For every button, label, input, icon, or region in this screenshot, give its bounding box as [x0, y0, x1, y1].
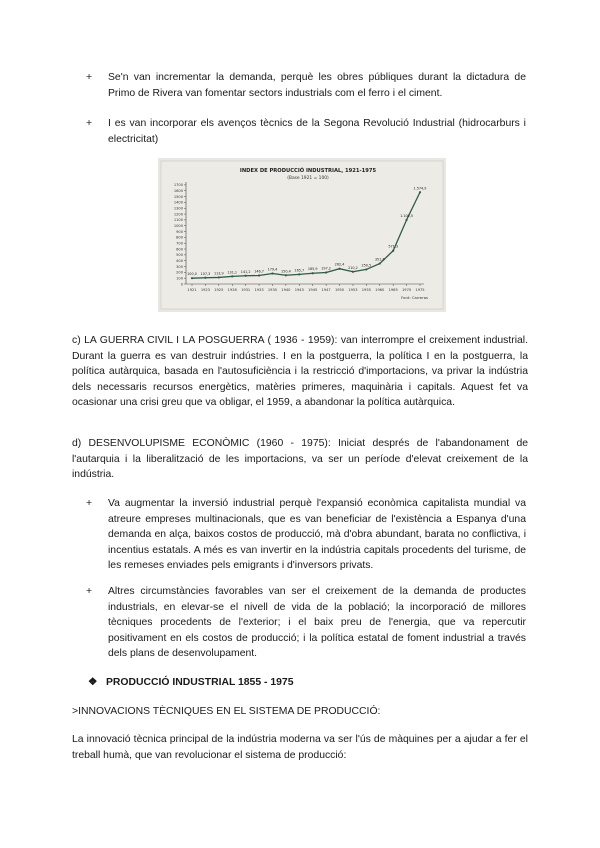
y-tick-label: 500	[176, 253, 183, 258]
y-tick-label: 800	[176, 235, 183, 240]
y-tick-label: 300	[176, 264, 183, 269]
bullet-item-investment	[86, 496, 526, 574]
data-label: 141,2	[240, 269, 251, 274]
y-tick-label: 0	[180, 282, 183, 287]
data-point	[392, 250, 394, 252]
data-point	[365, 268, 367, 270]
data-point	[245, 275, 247, 277]
x-tick-label: 1940	[281, 288, 291, 292]
y-tick-label: 1400	[173, 200, 183, 205]
data-point	[312, 272, 314, 274]
diamond-bullet-icon: ❖	[88, 677, 98, 688]
data-label: 146,7	[254, 269, 264, 274]
x-tick-label: 1945	[308, 288, 318, 292]
x-tick-label: 1965	[388, 288, 398, 292]
x-tick-label: 1947	[321, 288, 331, 292]
data-label: 165,7	[294, 268, 305, 273]
y-tick-label: 700	[176, 241, 183, 246]
data-point	[218, 276, 220, 278]
data-point	[298, 273, 300, 275]
x-tick-label: 1960	[375, 288, 385, 292]
x-tick-label: 1975	[415, 288, 425, 292]
data-label: 1.100,5	[400, 213, 414, 218]
y-tick-label: 600	[176, 247, 183, 252]
data-label: 210,2	[348, 265, 358, 270]
x-tick-label: 1921	[187, 288, 197, 292]
data-point	[285, 274, 287, 276]
industrial-production-chart	[158, 158, 446, 312]
data-point	[271, 272, 273, 274]
y-tick-label: 200	[176, 270, 183, 275]
x-tick-label: 1933	[254, 288, 264, 292]
bullet-text: Va augmentar la inversió industrial perquè l'expansió econòmica capitalista mundial va atreure empreses multinacionals, que es van beneficiar de l'existència a Espanya d'una demanda en alça, baixos costos de producció, mà d'obra abundant, barata no conflictiva, i incentius estatals. A més es van invertir en la indústria capitals procedents del turisme, de les remeses enviades pels emigrants i d'inversors privats.	[108, 498, 526, 571]
x-tick-label: 1925	[214, 288, 224, 292]
section-heading	[88, 676, 293, 688]
data-point	[405, 219, 407, 221]
bullet-marker: +	[86, 586, 93, 597]
data-label: 197,2	[321, 266, 331, 271]
x-tick-label: 1943	[294, 288, 304, 292]
data-point	[204, 277, 206, 279]
data-point	[338, 268, 340, 270]
section-heading-text: PRODUCCIÓ INDUSTRIAL 1855 - 1975	[106, 677, 294, 688]
x-tick-label: 1923	[200, 288, 210, 292]
chart-svg	[158, 158, 446, 312]
y-tick-label: 400	[176, 258, 183, 263]
subheading: >INNOVACIONS TÈCNIQUES EN EL SISTEMA DE PRODUCCIÓ:	[72, 706, 381, 717]
data-label: 351,6	[374, 257, 385, 262]
data-label: 571,3	[388, 244, 399, 249]
bullet-text: Altres circumstàncies favorables van ser el creixement de la demanda de productes industrials, en elevar-se el nivell de vida de la població; la incorporació de millores tècniques procedents de l'exterior; i el baix preu de l'energia, que va repercutir positivament en els costos de producció; i la política estatal de foment industrial a través dels plans de desenvolupament.	[108, 586, 526, 659]
data-point	[325, 271, 327, 273]
x-tick-label: 1953	[348, 288, 358, 292]
data-point	[231, 275, 233, 277]
x-tick-label: 1931	[241, 288, 251, 292]
data-label: 107,3	[200, 271, 211, 276]
closing-paragraph: La innovació tècnica principal de la indústria moderna va ser l'ús de màquines per a ajudar a fer el treball humà, que van revolucionar el sistema de producció:	[72, 734, 528, 761]
data-point	[419, 191, 421, 193]
y-tick-label: 1200	[173, 212, 183, 217]
y-tick-label: 1100	[173, 218, 183, 223]
data-label: 262,4	[334, 262, 345, 267]
bullet-item-demand	[86, 70, 526, 101]
y-tick-label: 900	[176, 229, 183, 234]
data-point	[258, 274, 260, 276]
y-tick-label: 1600	[173, 189, 183, 194]
chart-source: Font: Carreras	[401, 295, 428, 300]
x-tick-label: 1955	[361, 288, 371, 292]
bullet-text: Se'n van incrementar la demanda, perquè les obres públiques durant la dictadura de Primo de Rivera van fomentar sectors industrials com el ferro i el ciment.	[108, 72, 526, 99]
section-d-paragraph: d) DESENVOLUPISME ECONÒMIC (1960 - 1975): Iniciat després de l'abandonament de l'autarquia i la liberalització de les importacions, va ser un període d'elevat creixement de la indústria.	[72, 438, 528, 480]
y-tick-label: 100	[176, 276, 183, 281]
data-point	[379, 262, 381, 264]
bullet-text: I es van incorporar els avenços tècnics de la Segona Revolució Industrial (hidrocarburs i electricitat)	[108, 118, 526, 145]
bullet-item-second-revolution	[86, 116, 526, 147]
data-label: 1.574,9	[413, 186, 427, 191]
bullet-marker: +	[86, 118, 93, 129]
bullet-marker: +	[86, 72, 93, 83]
bullet-marker: +	[86, 498, 93, 509]
data-label: 250,5	[361, 263, 372, 268]
y-tick-label: 1700	[173, 183, 183, 188]
data-label: 185,9	[307, 267, 318, 272]
y-tick-label: 1300	[173, 206, 183, 211]
data-point	[352, 271, 354, 273]
chart-subtitle: (Base 1921 = 100)	[287, 176, 329, 181]
x-tick-label: 1950	[334, 288, 345, 292]
data-label: 113,9	[213, 271, 224, 276]
bullet-item-circumstances	[86, 584, 526, 662]
section-c-paragraph: c) LA GUERRA CIVIL I LA POSGUERRA ( 1936 - 1959): van interrompre el creixement industrial. Durant la guerra es van destruir indústries. I en la postguerra, la política I en la postguerra, la política autàrquica, basada en l'autosuficiència i la restricció d'importacions, va privar la indústria dels necessaris recursos energètics, matèries primeres, maquinària i capitals. Aquest fet va ocasionar una crisi greu que va obligar, el 1959, a abandonar la política autàrquica.	[72, 335, 528, 408]
data-point	[191, 277, 193, 279]
chart-title: INDEX DE PRODUCCIÓ INDUSTRIAL, 1921-1975	[239, 168, 377, 174]
data-label: 100,0	[187, 272, 197, 277]
data-label: 131,1	[227, 270, 238, 275]
x-tick-label: 1935	[267, 288, 278, 292]
x-tick-label: 1970	[402, 288, 412, 292]
y-tick-label: 1500	[173, 194, 183, 199]
data-label: 179,4	[267, 267, 278, 272]
data-label: 150,4	[281, 269, 291, 274]
x-tick-label: 1928	[227, 288, 237, 292]
y-tick-label: 1000	[173, 224, 183, 229]
